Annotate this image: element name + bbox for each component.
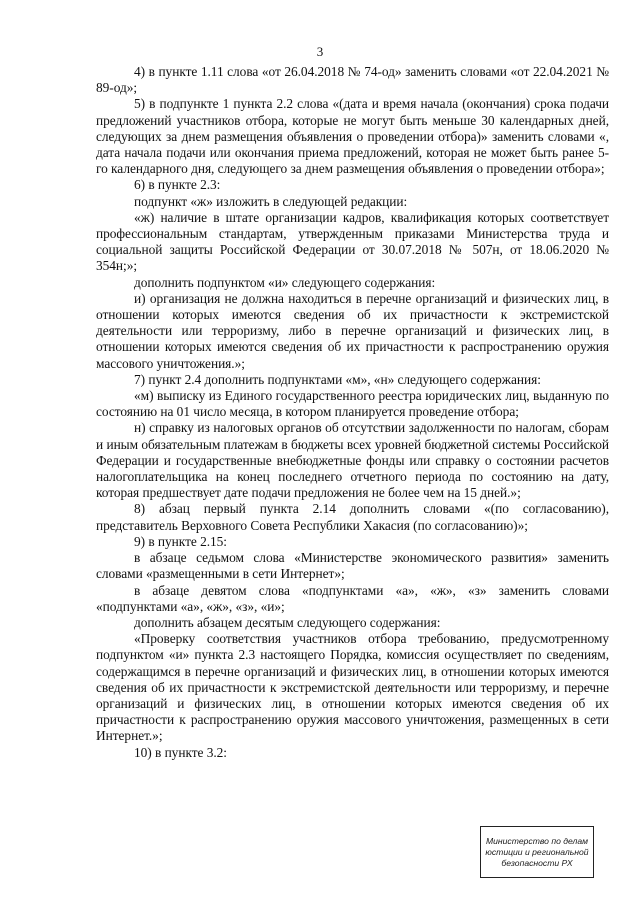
paragraph-item-4: 4) в пункте 1.11 слова «от 26.04.2018 № 74-од» заменить словами «от 22.04.2021 № 89-од»;	[96, 64, 609, 96]
paragraph-subpoint-i-intro: дополнить подпунктом «и» следующего содержания:	[134, 274, 436, 290]
stamp-line: юстиции и региональной	[485, 846, 589, 857]
paragraph-item-5: 5) в подпункте 1 пункта 2.2 слова «(дата и время начала (окончания) срока подачи предложений участников отбора, которые не могут быть меньше 30 календарных дней, следующих за днем размещения объявления о проведении отбора)» заменить словами «, дата начала подачи или окончания приема предложений, которая не может быть ранее 5-го календарного дня, следующего за днем размещения объявления о проведении отбора»;	[96, 96, 609, 177]
paragraph-ninth-abzac: в абзаце девятом слова «подпунктами «а», «ж», «з» заменить словами «подпунктами «а», «ж», «з», «и»;	[96, 582, 609, 614]
paragraph-subpoint-zh-text: «ж) наличие в штате организации кадров, квалификация которых соответствует профессиональным стандартам, утвержденным приказами Министерства труда и социальной защиты Российской Федерации от 30.07.2018 № 507н, от 18.06.2020 № 354н;»;	[96, 209, 609, 274]
paragraph-item-10: 10) в пункте 3.2:	[134, 744, 227, 760]
page-number: 3	[316, 44, 324, 59]
paragraph-item-8: 8) абзац первый пункта 2.14 дополнить словами «(по согласованию), представитель Верховного Совета Республики Хакасия (по согласованию)»;	[96, 501, 609, 533]
stamp-line: Министерство по делам	[485, 835, 589, 846]
paragraph-item-9: 9) в пункте 2.15:	[134, 533, 227, 549]
paragraph-item-7: 7) пункт 2.4 дополнить подпунктами «м», «н» следующего содержания:	[134, 371, 541, 387]
ministry-stamp	[480, 826, 594, 878]
document-body	[96, 64, 609, 761]
paragraph-subpoint-i-text: и) организация не должна находиться в перечне организаций и физических лиц, в отношении которых имеются сведения об их причастности к экстремистской деятельности или терроризму, либо в перечне организаций и физических лиц, в отношении которых имеются сведения об их причастности к распространению оружия массового уничтожения.»;	[96, 290, 609, 371]
paragraph-subpoint-n: н) справку из налоговых органов об отсутствии задолженности по налогам, сборам и иным обязательным платежам в бюджеты всех уровней бюджетной системы Российской Федерации и государственные внебюджетные фонды или справку о состоянии расчетов налогоплательщика на конец последнего отчетного периода по состоянию на дату, которая предшествует дате подачи предложения не более чем на 15 дней.»;	[96, 420, 609, 501]
paragraph-seventh-abzac: в абзаце седьмом слова «Министерстве экономического развития» заменить словами «размещенными в сети Интернет»;	[96, 550, 609, 582]
paragraph-subpoint-m: «м) выписку из Единого государственного реестра юридических лиц, выданную по состоянию на 01 число месяца, в котором планируется проведение отбора;	[96, 388, 609, 420]
paragraph-subpoint-zh-intro: подпункт «ж» изложить в следующей редакции:	[134, 193, 408, 209]
paragraph-tenth-abzac-text: «Проверку соответствия участников отбора требованию, предусмотренному подпунктом «и» пункта 2.3 настоящего Порядка, комиссия осуществляет по сведениям, содержащимся в перечне организаций и физических лиц, в отношении которых имеются сведения об их причастности к экстремистской деятельности или терроризму, и перечне организаций и физических лиц, в отношении которых имеются сведения об их причастности к распространению оружия массового уничтожения, размещенных в сети Интернет.»;	[96, 631, 609, 744]
stamp-line: безопасности РХ	[501, 857, 573, 868]
paragraph-tenth-abzac-intro: дополнить абзацем десятым следующего содержания:	[134, 614, 441, 630]
paragraph-item-6: 6) в пункте 2.3:	[134, 177, 221, 193]
